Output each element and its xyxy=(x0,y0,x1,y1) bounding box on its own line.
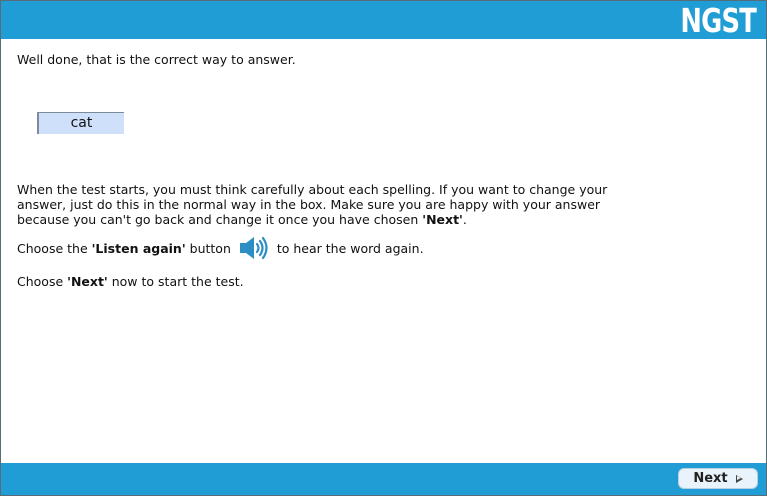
instructions-paragraph-1 xyxy=(17,182,617,227)
header-bar xyxy=(1,1,766,39)
instructions-line-3 xyxy=(17,212,617,227)
answer-value: cat xyxy=(70,115,93,131)
next-start-emphasis: 'Next' xyxy=(67,274,108,289)
feedback-message: Well done, that is the correct way to answer. xyxy=(17,52,296,67)
instructions-line-3-end: . xyxy=(462,212,467,227)
listen-instruction-mid: button xyxy=(185,241,235,256)
next-emphasis: 'Next' xyxy=(422,212,463,227)
instructions-paragraph-2 xyxy=(17,236,617,263)
listen-instruction-prefix: Choose the xyxy=(17,241,92,256)
next-button[interactable] xyxy=(678,468,758,489)
start-instruction-prefix: Choose xyxy=(17,274,68,289)
answer-box xyxy=(37,112,124,134)
logo: NGST xyxy=(680,1,756,40)
next-button-label: Next xyxy=(693,471,728,486)
listen-again-emphasis: 'Listen again' xyxy=(91,241,186,256)
listen-instruction-suffix: to hear the word again. xyxy=(272,241,424,256)
instructions-line-1: When the test starts, you must think carefully about each spelling. If you want to change your xyxy=(17,182,608,197)
triangle-right-icon xyxy=(736,475,743,483)
instructions-line-2: answer, just do this in the normal way in the box. Make sure you are happy with your answer xyxy=(17,197,601,212)
footer-bar xyxy=(1,463,766,495)
instructions-paragraph-3 xyxy=(17,274,617,289)
speaker-icon[interactable] xyxy=(239,235,269,261)
instructions-line-3-text: because you can't go back and change it once you have chosen xyxy=(17,212,423,227)
start-instruction-suffix: now to start the test. xyxy=(107,274,244,289)
